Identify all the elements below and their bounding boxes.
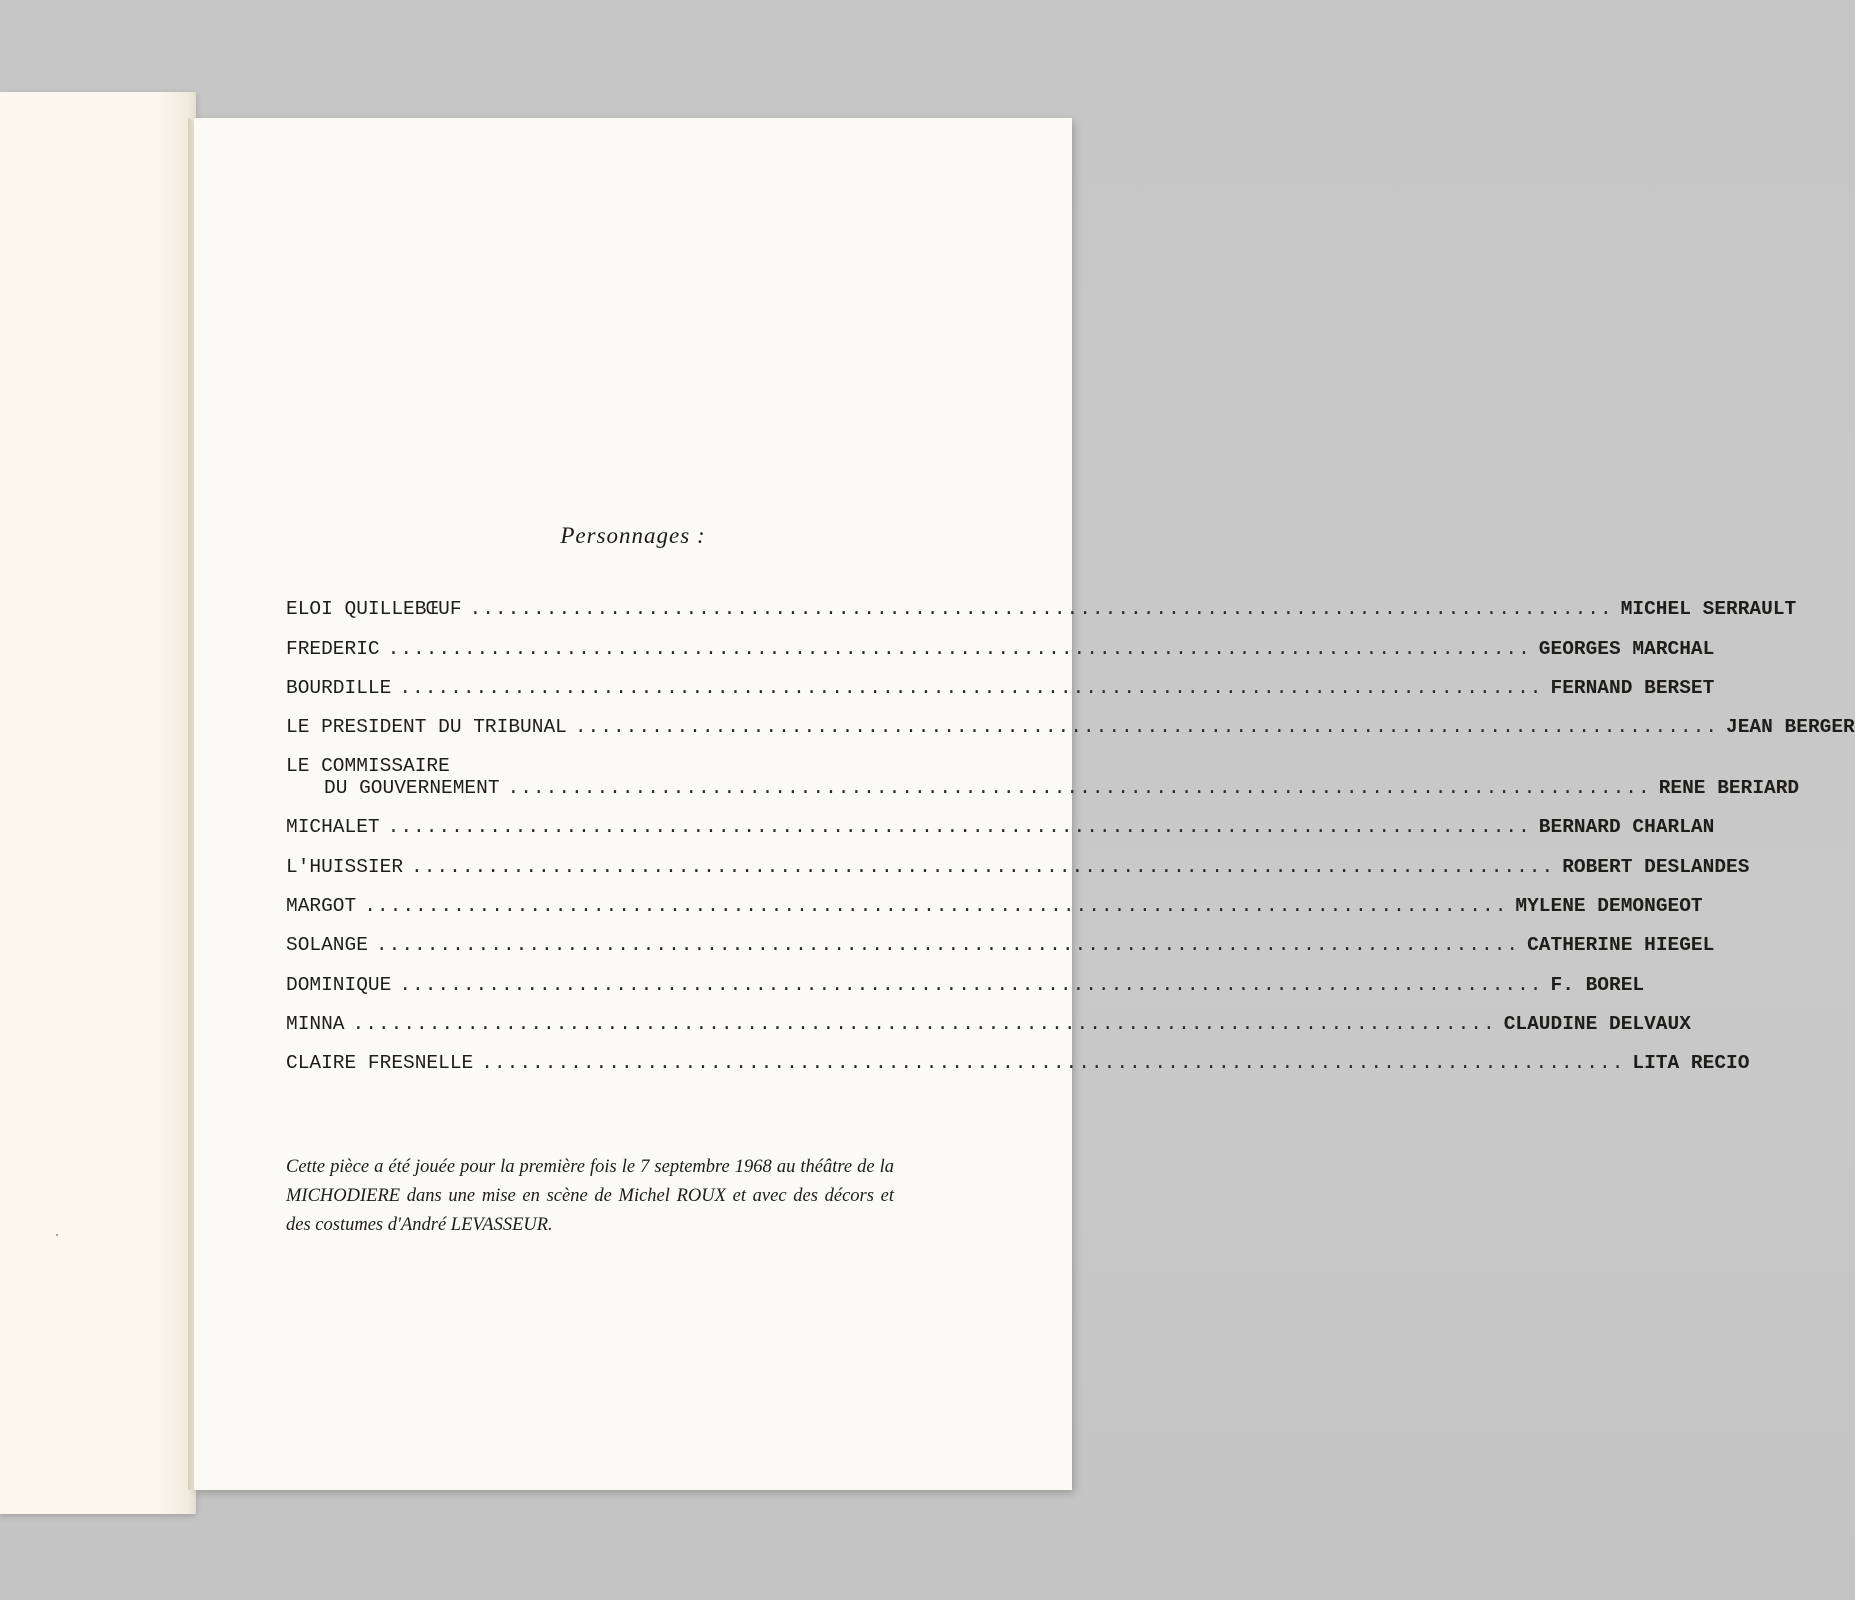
actor-name: BERNARD CHARLAN [1538,816,1715,839]
actor-name: CATHERINE HIEGEL [1527,934,1715,957]
leader-dots: .......................................................................................... [399,676,1543,699]
leader-dots: .......................................................................................... [364,895,1508,918]
leader-dots: .......................................................................................... [352,1012,1496,1035]
leader-dots: .......................................................................................... [469,598,1613,621]
paper-speck [56,1234,58,1236]
role-name: SOLANGE [286,934,368,957]
role-name: CLAIRE FRESNELLE [286,1052,474,1075]
cast-row [286,956,1645,996]
actor-name: RENE BERIARD [1658,777,1800,800]
cast-row [286,1035,1750,1075]
actor-name: LITA RECIO [1632,1052,1750,1075]
cast-row [286,799,1715,839]
actor-name: MYLENE DEMONGEOT [1515,895,1703,918]
left-page [0,92,196,1514]
leader-dots: .......................................................................................... [387,816,1531,839]
cast-row [286,838,1750,878]
role-name: BOURDILLE [286,676,392,699]
role-name: L'HUISSIER [286,855,404,878]
cast-row [286,620,1715,660]
leader-dots: .......................................................................................... [574,716,1719,739]
actor-name: GEORGES MARCHAL [1538,637,1715,660]
actor-name: JEAN BERGER [1726,716,1855,739]
role-name: MARGOT [286,895,357,918]
cast-row [286,581,1797,621]
role-name: FREDERIC [286,637,380,660]
role-name: MINNA [286,1012,345,1035]
cast-row [286,699,1855,739]
cast-row [286,878,1703,918]
role-name-continued: DU GOUVERNEMENT [324,777,500,800]
cast-row [286,738,1800,800]
cast-row [286,917,1715,957]
right-page [194,118,1855,1490]
actor-name: ROBERT DESLANDES [1562,855,1750,878]
cast-list [286,581,1855,1075]
role-name: LE COMMISSAIRE [286,755,450,778]
leader-dots: .......................................................................................... [375,934,1520,957]
actor-name: F. BOREL [1550,973,1645,996]
leader-dots: .......................................................................................... [399,973,1543,996]
role-name: LE PRESIDENT DU TRIBUNAL [286,716,567,739]
role-name: ELOI QUILLEBŒUF [286,598,462,621]
premiere-note: Cette pièce a été jouée pour la première fois le 7 septembre 1968 au théâtre de la MICHODIERE dans une mise en scène de Michel ROUX et avec des décors et des costumes d'André LEVASSEUR. [286,1157,894,1235]
actor-name: FERNAND BERSET [1550,676,1715,699]
role-name: MICHALET [286,816,380,839]
cast-heading: Personnages : [560,523,706,548]
actor-name: CLAUDINE DELVAUX [1503,1012,1691,1035]
leader-dots: .......................................................................................... [507,777,1651,800]
cast-row [286,996,1691,1035]
role-name: DOMINIQUE [286,973,392,996]
cast-row [286,660,1715,699]
leader-dots: .......................................................................................... [411,855,1555,878]
actor-name: MICHEL SERRAULT [1620,598,1797,621]
leader-dots: .......................................................................................... [387,637,1531,660]
leader-dots: .......................................................................................... [481,1052,1625,1075]
